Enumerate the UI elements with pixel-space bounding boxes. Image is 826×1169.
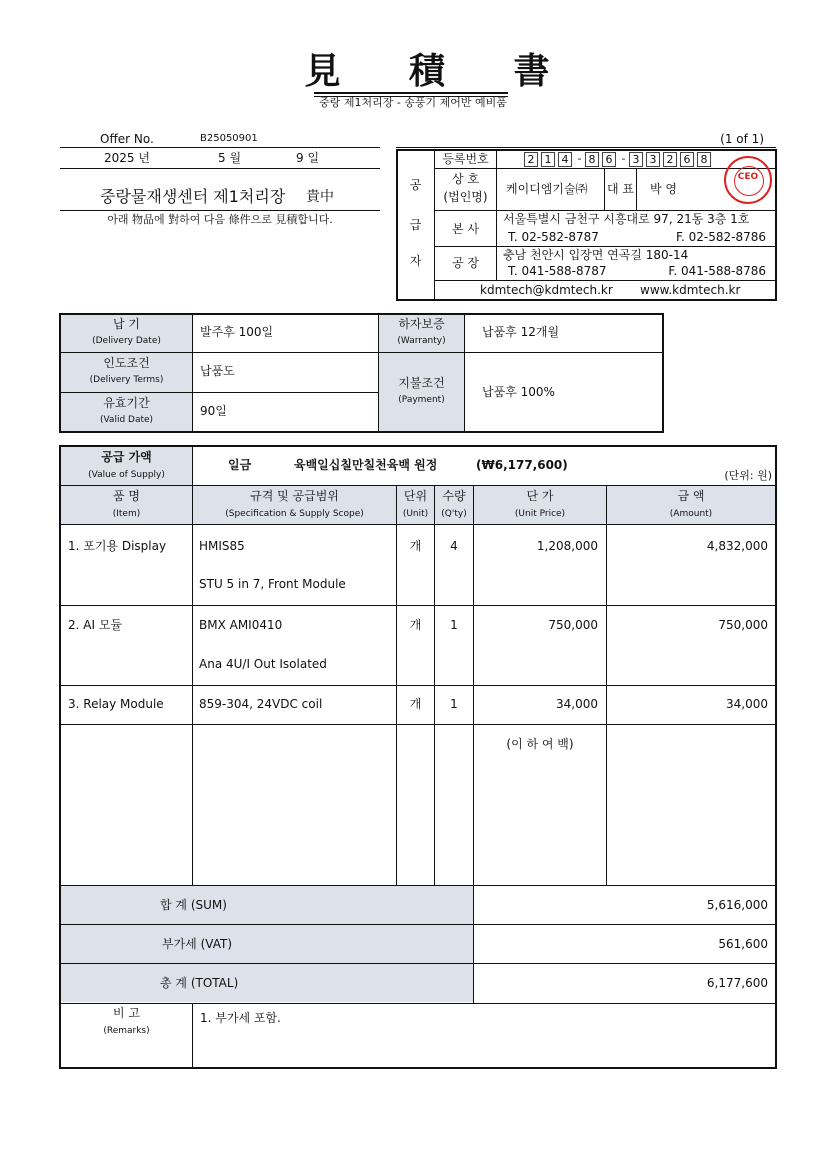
delivery-value: 발주후 100일 xyxy=(200,325,274,339)
column-sub-spec: (Specification & Supply Scope) xyxy=(225,509,364,519)
valid-sublabel: (Valid Date) xyxy=(99,415,154,425)
supply-label: 공급 가액 xyxy=(101,450,152,464)
column-header-spec: 규격 및 공급범위 xyxy=(250,489,339,503)
hq-fax: F. 02-582-8786 xyxy=(676,230,766,244)
factory-label: 공 장 xyxy=(452,256,479,270)
unit-note: (단위: 원) xyxy=(724,469,772,482)
offer-number: B25050901 xyxy=(200,133,258,144)
reg-digit: 8 xyxy=(585,152,599,167)
website-link[interactable]: www.kdmtech.kr xyxy=(640,283,741,297)
row3-spec: 859-304, 24VDC coil xyxy=(199,697,323,711)
document-title: 見 積 書 xyxy=(304,50,578,92)
reg-digit: 3 xyxy=(629,152,643,167)
reg-digit: 6 xyxy=(602,152,616,167)
column-sub-item: (Item) xyxy=(112,509,141,519)
recipient-name: 중랑물재생센터 제1처리장 xyxy=(100,187,286,206)
row1-spec: HMIS85 xyxy=(199,539,245,553)
reg-digit: 4 xyxy=(558,152,572,167)
row2-spec: BMX AMI0410 xyxy=(199,618,283,632)
remarks-text: 1. 부가세 포함. xyxy=(200,1011,281,1025)
row2-price: 750,000 xyxy=(548,618,598,632)
reg-digit: 8 xyxy=(697,152,711,167)
row3-amount: 34,000 xyxy=(726,697,768,711)
total-label: 총 계 (TOTAL) xyxy=(160,976,239,990)
row1-spec-detail: STU 5 in 7, Front Module xyxy=(199,577,346,591)
date-month: 5 월 xyxy=(218,151,242,165)
company-label: 상 호 xyxy=(452,172,479,186)
company-sublabel: (법인명) xyxy=(443,190,488,204)
column-sub-price: (Unit Price) xyxy=(514,509,566,519)
column-header-qty: 수량 xyxy=(442,489,466,503)
divider xyxy=(60,168,380,169)
date-day: 9 일 xyxy=(296,151,320,165)
divider xyxy=(60,210,380,211)
reg-digit: - xyxy=(621,152,626,165)
payment-sublabel: (Payment) xyxy=(398,395,445,405)
intro-text: 아래 物品에 對하여 다음 條件으로 見積합니다. xyxy=(107,213,333,226)
end-of-list-text: (이 하 여 백) xyxy=(506,737,574,751)
reg-digit: 2 xyxy=(663,152,677,167)
offer-label: Offer No. xyxy=(100,132,154,146)
date-year: 2025 년 xyxy=(104,151,150,165)
vat-value: 561,600 xyxy=(718,937,768,951)
column-sub-unit: (Unit) xyxy=(402,509,429,519)
vat-label: 부가세 (VAT) xyxy=(162,937,233,951)
reg-digit: 1 xyxy=(541,152,555,167)
hq-tel: T. 02-582-8787 xyxy=(508,230,599,244)
warranty-sublabel: (Warranty) xyxy=(397,336,446,346)
column-header-unit: 단위 xyxy=(403,489,428,503)
warranty-value: 납품후 12개월 xyxy=(482,325,560,339)
supply-amount-number: (₩6,177,600) xyxy=(476,458,568,472)
divider xyxy=(60,147,380,148)
row1-amount: 4,832,000 xyxy=(706,539,768,553)
divider xyxy=(396,147,776,148)
row1-unit: 개 xyxy=(409,539,422,553)
terms-label: 인도조건 xyxy=(103,356,150,370)
row2-amount: 750,000 xyxy=(718,618,768,632)
reg-digit: - xyxy=(577,152,582,165)
remarks-sublabel: (Remarks) xyxy=(103,1026,150,1036)
recipient-honorific: 貴中 xyxy=(306,189,334,205)
column-header-price: 단 가 xyxy=(526,489,554,503)
column-sub-qty: (Q'ty) xyxy=(441,509,467,519)
document-subtitle: 중랑 제1처리장 - 송풍기 제어반 예비품 xyxy=(319,96,507,109)
reg-digit: 2 xyxy=(524,152,538,167)
rep-name: 박 영 xyxy=(650,182,677,196)
row1-item: 1. 포기용 Display xyxy=(68,539,167,553)
row2-item: 2. AI 모듈 xyxy=(68,618,123,632)
sum-value: 5,616,000 xyxy=(706,898,768,912)
row1-price: 1,208,000 xyxy=(536,539,598,553)
remarks-label: 비 고 xyxy=(113,1006,140,1020)
delivery-sublabel: (Delivery Date) xyxy=(92,336,161,346)
factory-address: 충남 천안시 입장면 연곡길 180-14 xyxy=(503,248,689,262)
page-indicator: (1 of 1) xyxy=(720,132,764,146)
reg-label: 등록번호 xyxy=(442,152,489,166)
rep-label: 대 표 xyxy=(607,182,634,196)
factory-tel: T. 041-588-8787 xyxy=(508,264,607,278)
reg-digit: 3 xyxy=(646,152,660,167)
company-seal: CEO xyxy=(724,156,772,204)
row1-qty: 4 xyxy=(450,539,458,553)
delivery-label: 납 기 xyxy=(113,317,140,331)
row3-item: 3. Relay Module xyxy=(68,697,164,711)
row2-qty: 1 xyxy=(450,618,458,632)
supply-sublabel: (Value of Supply) xyxy=(88,470,165,480)
payment-label: 지불조건 xyxy=(398,376,445,390)
row3-price: 34,000 xyxy=(556,697,598,711)
row3-unit: 개 xyxy=(409,697,422,711)
row2-unit: 개 xyxy=(409,618,422,632)
supplier-side-char: 자 xyxy=(409,254,422,268)
reg-digit: 6 xyxy=(680,152,694,167)
valid-label: 유효기간 xyxy=(103,396,150,410)
supply-amount-words: 육백일십칠만칠천육백 원정 xyxy=(294,458,438,472)
hq-label: 본 사 xyxy=(452,222,479,236)
factory-fax: F. 041-588-8786 xyxy=(668,264,766,278)
supplier-side-char: 급 xyxy=(409,218,422,232)
warranty-label: 하자보증 xyxy=(398,317,445,331)
row3-qty: 1 xyxy=(450,697,458,711)
column-header-amount: 금 액 xyxy=(677,489,705,503)
supply-prefix: 일금 xyxy=(228,458,252,472)
email-link[interactable]: kdmtech@kdmtech.kr xyxy=(480,283,613,297)
valid-value: 90일 xyxy=(200,404,227,418)
terms-sublabel: (Delivery Terms) xyxy=(89,375,164,385)
total-value: 6,177,600 xyxy=(706,976,768,990)
row2-spec-detail: Ana 4U/I Out Isolated xyxy=(199,657,327,671)
column-sub-amount: (Amount) xyxy=(669,509,713,519)
supplier-side-char: 공 xyxy=(409,178,422,192)
column-header-item: 품 명 xyxy=(113,489,140,503)
company-name: 케이디엠기술㈜ xyxy=(506,182,588,196)
payment-value: 납품후 100% xyxy=(482,385,555,399)
hq-address: 서울특별시 금천구 시흥대로 97, 21동 3층 1호 xyxy=(503,212,750,226)
sum-label: 합 계 (SUM) xyxy=(160,898,227,912)
title-underline xyxy=(314,92,508,94)
terms-value: 납품도 xyxy=(200,364,235,378)
